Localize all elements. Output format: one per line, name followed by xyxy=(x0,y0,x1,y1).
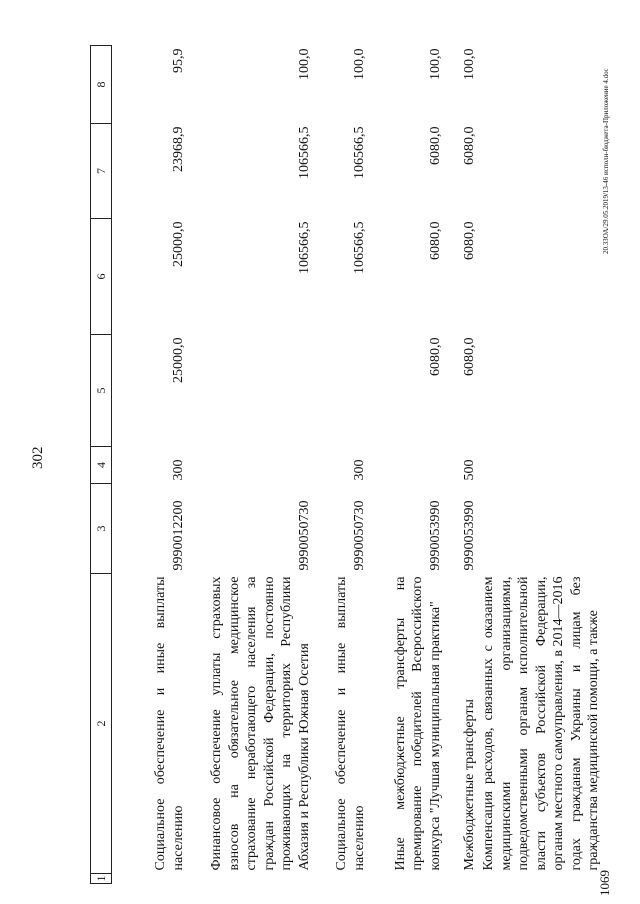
row-col7: 23968,9 xyxy=(170,126,186,172)
row-col7: 6080,0 xyxy=(427,126,443,165)
row-col8 xyxy=(478,46,603,124)
row-code: 9990053990 xyxy=(427,500,443,571)
row-name: Компенсация расходов, связанных с оказанием медицинскими организациями, подведомственными органам исполнительной власти субъектов Российской Федерации, органам местного самоуправления, в 2014—2016 годах гражданам Украины и лицам без гражданства медицинской помощи, а также xyxy=(481,576,601,871)
table-row xyxy=(313,46,368,884)
column-number-row xyxy=(91,46,112,884)
row-col8: 100,0 xyxy=(296,48,312,80)
row-col6: 25000,0 xyxy=(170,221,186,267)
row-group xyxy=(478,447,603,484)
col-number-8: 8 xyxy=(91,46,112,124)
row-col5: 25000,0 xyxy=(170,337,186,383)
row-col7: 106566,5 xyxy=(351,126,367,179)
row-name: Межбюджетные трансферты xyxy=(461,699,477,871)
row-col7: 6080,0 xyxy=(461,126,477,165)
row-col8: 100,0 xyxy=(351,48,367,80)
col-number-6: 6 xyxy=(91,219,112,335)
row-code: 9990012200 xyxy=(170,500,186,571)
row-col7 xyxy=(478,124,603,219)
row-group xyxy=(187,447,313,484)
row-group xyxy=(368,447,444,484)
row-col8: 100,0 xyxy=(427,48,443,80)
row-name: Социальное обеспечение и иные выплаты населению xyxy=(334,576,367,871)
page-number: 302 xyxy=(30,446,46,469)
col-number-4: 4 xyxy=(91,447,112,484)
row-col8: 100,0 xyxy=(461,48,477,80)
row-code: 9990050730 xyxy=(351,500,367,571)
col-number-3: 3 xyxy=(91,484,112,574)
row-col5: 6080,0 xyxy=(461,337,477,376)
row-col6 xyxy=(478,219,603,335)
row-col5: 6080,0 xyxy=(427,337,443,376)
row-col5 xyxy=(478,335,603,447)
row-group: 300 xyxy=(351,459,367,481)
row-col5 xyxy=(187,335,313,447)
table-row xyxy=(112,46,188,884)
table-row xyxy=(187,46,313,884)
row-name: Иные межбюджетные трансферты на премирование победителей Всероссийского конкурса "Лучшая муниципальная практика" xyxy=(392,576,443,871)
table-row xyxy=(478,46,603,884)
col-number-7: 7 xyxy=(91,124,112,219)
budget-table xyxy=(90,45,603,884)
file-path: 20.3ЗОА/29.05.2019/13-46 исполн-бюджета-Приложение 4.doc xyxy=(602,68,610,254)
row-col5 xyxy=(313,335,368,447)
row-col6: 6080,0 xyxy=(461,221,477,260)
row-code xyxy=(478,484,603,574)
row-col8: 95,9 xyxy=(170,48,186,73)
table-row xyxy=(444,46,478,884)
row-code: 9990050730 xyxy=(296,500,312,571)
col-number-1: 1 xyxy=(91,874,112,884)
row-group: 500 xyxy=(461,459,477,481)
table-row xyxy=(368,46,444,884)
col-number-5: 5 xyxy=(91,335,112,447)
row-code: 9990053990 xyxy=(461,500,477,571)
row-name: Финансовое обеспечение уплаты страховых взносов на обязательное медицинское страхование неработающего населения за граждан Российской Федерации, постоянно проживающих на территориях Республики Абхазия и Республики Южная Осетия xyxy=(209,576,312,871)
row-group: 300 xyxy=(170,459,186,481)
row-col6: 106566,5 xyxy=(351,221,367,274)
row-col6: 106566,5 xyxy=(296,221,312,274)
folio-number: 1069 xyxy=(597,870,612,896)
col-number-2: 2 xyxy=(91,574,112,874)
row-col6: 6080,0 xyxy=(427,221,443,260)
row-col7: 106566,5 xyxy=(296,126,312,179)
row-name: Социальное обеспечение и иные выплаты населению xyxy=(153,576,186,871)
